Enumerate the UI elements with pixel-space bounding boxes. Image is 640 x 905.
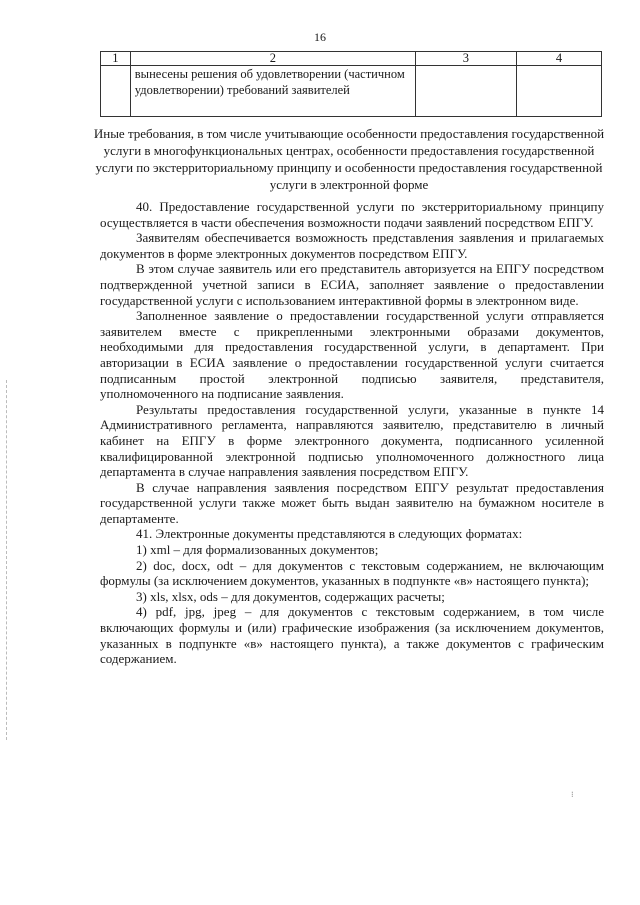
section-heading: Иные требования, в том числе учитывающие особенности предоставления государственной услуги в многофункциональных центрах, особенности предоставления государственной услуги по экстерриториальному принципу и особенности предоставления государственной услуги в электронной форме: [93, 126, 605, 192]
paragraph: Заявителям обеспечивается возможность представления заявления и прилагаемых документов в форме электронных документов посредством ЕПГУ.: [100, 230, 604, 261]
paragraph: Результаты предоставления государственной услуги, указанные в пункте 14 Административного регламента, направляются заявителю, представителю в личный кабинет на ЕПГУ в форме электронного документа, подписанного усиленной квалифицированной электронной подписью уполномоченного должностного лица департамента в случае направления заявления посредством ЕПГУ.: [100, 401, 604, 480]
table-row: [101, 66, 602, 117]
table-header-cell: 4: [516, 52, 601, 66]
table-header-cell: 1: [101, 52, 131, 66]
table-cell: вынесены решения об удовлетворении (частичном удовлетворении) требований заявителей: [130, 66, 415, 117]
table-cell: [101, 66, 131, 117]
body-text: [100, 199, 604, 667]
table-header-row: [101, 52, 602, 66]
list-item: 4) pdf, jpg, jpeg – для документов с текстовым содержанием, в том числе включающих формулы и (или) графические изображения (за исключением документов, указанных в подпункте «в» настоящего пункта), а также документов с графическим содержанием.: [100, 604, 604, 667]
table-header-cell: 3: [415, 52, 516, 66]
table-cell: [516, 66, 601, 117]
list-item: 1) xml – для формализованных документов;: [136, 542, 379, 558]
paragraph: 40. Предоставление государственной услуги по экстерриториальному принципу осуществляется в части обеспечения возможности подачи заявлений посредством ЕПГУ.: [100, 199, 604, 230]
scan-margin-line: [6, 380, 8, 740]
list-item: 3) xls, xlsx, ods – для документов, содержащих расчеты;: [136, 588, 445, 604]
paragraph: Заполненное заявление о предоставлении государственной услуги отправляется заявителем вместе с прикрепленными электронными образами документов, необходимыми для предоставления государственной услуги, в департамент. При авторизации в ЕСИА заявление о предоставлении государственной услуги считается подписанным простой электронной подписью заявителя, представителя, уполномоченного на подписание заявления.: [100, 308, 604, 402]
paragraph: В случае направления заявления посредством ЕПГУ результат предоставления государственной услуги также может быть выдан заявителю на бумажном носителе в департаменте.: [100, 479, 604, 526]
list-item: 2) doc, docx, odt – для документов с текстовым содержанием, не включающим формулы (за исключением документов, указанных в подпункте «в» настоящего пункта);: [100, 557, 604, 589]
continuation-table: [100, 51, 602, 117]
paragraph: 41. Электронные документы представляются в следующих форматах:: [136, 526, 523, 542]
scan-speck: ⁝: [571, 790, 574, 799]
paragraph: В этом случае заявитель или его представитель авторизуется на ЕПГУ посредством подтвержденной учетной записи в ЕСИА, заполняет заявление о предоставлении государственной услуги с использованием интерактивной формы в электронном виде.: [100, 261, 604, 308]
table-header-cell: 2: [130, 52, 415, 66]
table-cell: [415, 66, 516, 117]
page-number: 16: [314, 30, 326, 44]
